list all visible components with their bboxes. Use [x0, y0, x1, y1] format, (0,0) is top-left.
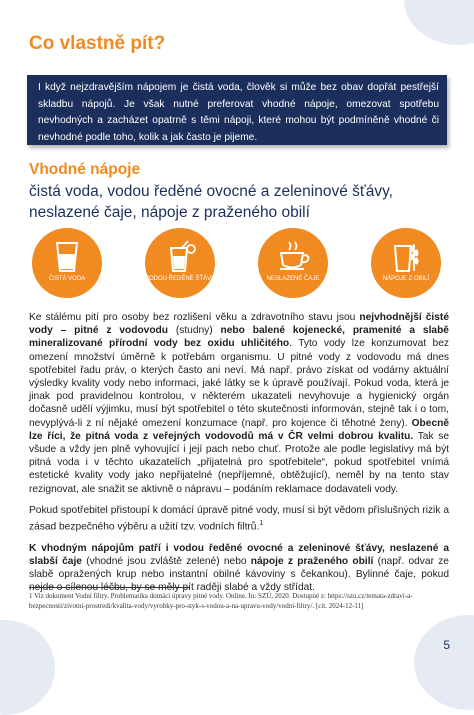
tea-icon — [279, 240, 311, 272]
footnote-text: Viz dokument Vodní filtry. Problematika domácí úpravy pitné vody. Online. In: SZÚ, 2020. Dostupné z: https://szu.cz/temata-zdravi-a-bezpecnosti/zivotni-prostredi/kvalita-vody/vyrobky-pro-styk-s-vodou-a-na-upravu-vody/vodni-filtry/. [cit. 2024-12-11] — [29, 592, 413, 610]
section-subheading: čistá voda, vodou ředěné ovocné a zeleninové šťávy, neslazené čaje, nápoje z praženého obilí — [29, 183, 393, 221]
section-heading: Vhodné nápoje — [29, 161, 141, 178]
corner-decoration — [404, 0, 474, 45]
paragraph: Pokud spotřebitel přistoupí k domácí úpravě pitné vody, musí si být vědom příslušných rizik a zásad bezpečného výběru a užití tzv. vodních filtrů.$^1$ — [29, 504, 449, 533]
paragraph: Ke stálému pití pro osoby bez rozlišení věku a zdravotního stavu jsou nejvhodnější čisté vody – pitné z vodovodu (studny) nebo balené kojenecké, pramenité a slabě mineralizované přírodní vody bez oxidu uhličitého. Tyto vody lze konzumovat bez omezení množství úměrně k potřebám organismu. U pitné vody z vodovodu má dnes spotřebitel řadu práv, o kterých často ani neví. Má např. právo získat od vodárny aktuální výsledky kvality vody nebo informaci, jaké látky se k úpravě používají. Pokud voda, která je jinak pod pravidelnou kontrolou, v některém ukazateli nevyhovuje a hygienický orgán dočasně udělí výjimku, musí být spotřebitel o této skutečnosti informován, stejně tak i o tom, nevyplývá-li z ní nějaké omezení konzumace (např. pro kojence či těhotné ženy). Obecně lze říci, že pitná voda z veřejných vodovodů má v ČR velmi dobrou kvalitu. Tak se všude a vždy jen plně vyhovující i její pach nebo chuť. Protože ale podle legislativy má být pitná voda i v těchto ukazatelích „přijatelná pro spotřebitele“, pokud spotřebitel vnímá estetické kvality vody jako nepřijatelné (nepříjemné, obtěžující), neměl by na tento stav rezignovat, ale snažit se aktivně o nápravu – podáním reklamace dodavateli vody. — [29, 312, 449, 495]
juice-icon — [166, 240, 196, 274]
corner-decoration — [0, 620, 55, 715]
icon-label: ČISTÁ VODA — [48, 276, 86, 282]
body-text — [29, 311, 449, 602]
corner-decoration — [414, 615, 474, 710]
drink-icon-juice — [145, 228, 215, 298]
paragraph: K vhodným nápojům patří i vodou ředěné ovocné a zeleninové šťávy, neslazené a slabší čaje (vhodné jsou zvláště zelené) nebo nápoje z praženého obilí (např. odvar ze slabě opražených krup nebo instantní obilné kávoviny s čekankou). Bylinné čaje, pokud nejde o cílenou léčbu, by se měly pít raději slabé a vždy střídat. — [29, 542, 449, 594]
page-title: Co vlastně pít? — [29, 33, 166, 54]
footnote-divider — [29, 587, 189, 588]
glass-icon — [53, 240, 81, 274]
drink-icon-water — [32, 228, 102, 298]
icon-label: NÁPOJE Z OBILÍ — [382, 276, 430, 282]
grain-drink-icon — [392, 240, 422, 274]
footnote — [29, 591, 439, 611]
page-number: 5 — [443, 638, 450, 652]
intro-text: I když nejzdravějším nápojem je čistá voda, člověk si může bez obav dopřát pestřejší skladbu nápojů. Je však nutné preferovat vhodné nápoje, omezovat spotřebu nevhodných a zacházet opatrně s těmi nápoji, které mohou být podmíněně vhodné či nevhodné podle toho, kolik a jak často je pijeme. — [38, 82, 439, 143]
drink-icon-grain — [371, 228, 441, 298]
icon-label: VODOU ŘEDĚNÉ ŠŤÁVY — [145, 276, 216, 282]
footnote-number: 1 — [29, 592, 33, 600]
intro-box — [27, 75, 447, 145]
drink-icons — [32, 228, 442, 298]
icon-label: NESLAZENÉ ČAJE — [266, 276, 320, 282]
footnote-ref[interactable]: 1 — [259, 520, 264, 528]
drink-icon-tea — [258, 228, 328, 298]
